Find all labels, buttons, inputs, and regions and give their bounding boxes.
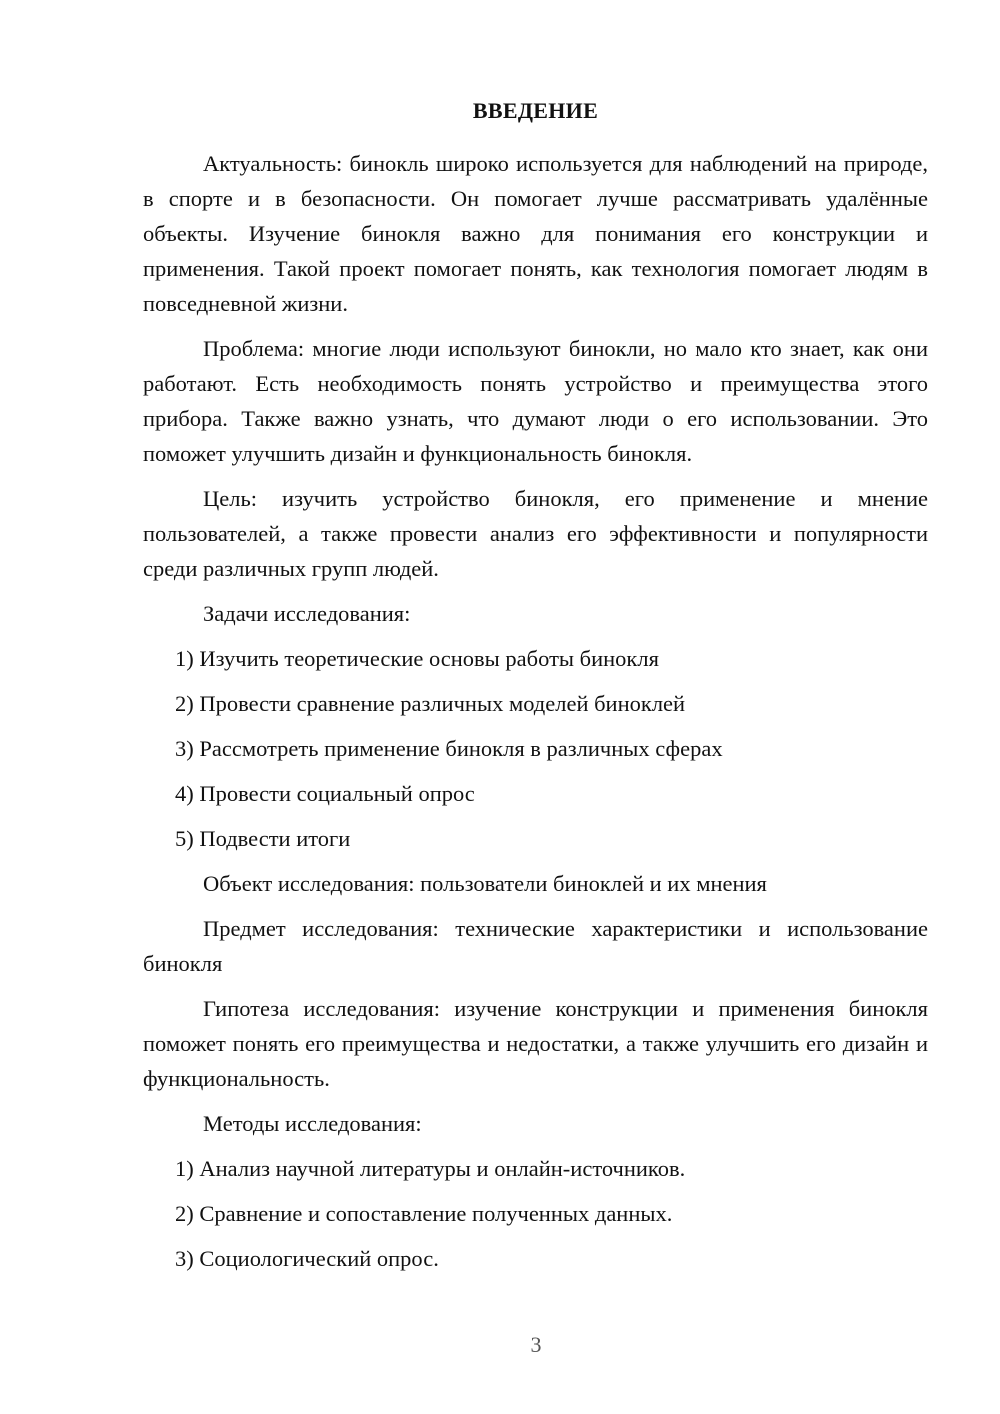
task-item-3: 3) Рассмотреть применение бинокля в различных сферах <box>175 736 723 761</box>
goal-paragraph: Цель: изучить устройство бинокля, его применение и мнение пользователей, а также провести анализ его эффективности и популярности среди различных групп людей. <box>143 486 928 581</box>
relevance-paragraph: Актуальность: бинокль широко используется для наблюдений на природе, в спорте и в безопасности. Он помогает лучше рассматривать удалённые объекты. Изучение бинокля важно для понимания его конструкции и применения. Такой проект помогает понять, как технология помогает людям в повседневной жизни. <box>143 151 928 316</box>
problem-paragraph: Проблема: многие люди используют бинокли, но мало кто знает, как они работают. Есть необходимость понять устройство и преимущества этого прибора. Также важно узнать, что думают люди о его использовании. Это поможет улучшить дизайн и функциональность бинокля. <box>143 336 928 466</box>
methods-heading: Методы исследования: <box>203 1111 422 1136</box>
task-item-1: 1) Изучить теоретические основы работы бинокля <box>175 646 659 671</box>
task-item-5: 5) Подвести итоги <box>175 826 351 851</box>
subject-paragraph: Предмет исследования: технические характеристики и использование бинокля <box>143 916 928 976</box>
hypothesis-paragraph: Гипотеза исследования: изучение конструкции и применения бинокля поможет понять его преимущества и недостатки, а также улучшить его дизайн и функциональность. <box>143 996 928 1091</box>
document-page <box>143 96 928 1286</box>
page-title: ВВЕДЕНИЕ <box>472 98 599 123</box>
tasks-heading: Задачи исследования: <box>203 601 411 626</box>
method-item-3: 3) Социологический опрос. <box>175 1246 439 1271</box>
method-item-1: 1) Анализ научной литературы и онлайн-источников. <box>175 1156 686 1181</box>
object-paragraph: Объект исследования: пользователи биноклей и их мнения <box>203 871 767 896</box>
task-item-2: 2) Провести сравнение различных моделей биноклей <box>175 691 686 716</box>
task-item-4: 4) Провести социальный опрос <box>175 781 475 806</box>
page-number: 3 <box>530 1332 542 1357</box>
method-item-2: 2) Сравнение и сопоставление полученных данных. <box>175 1201 673 1226</box>
